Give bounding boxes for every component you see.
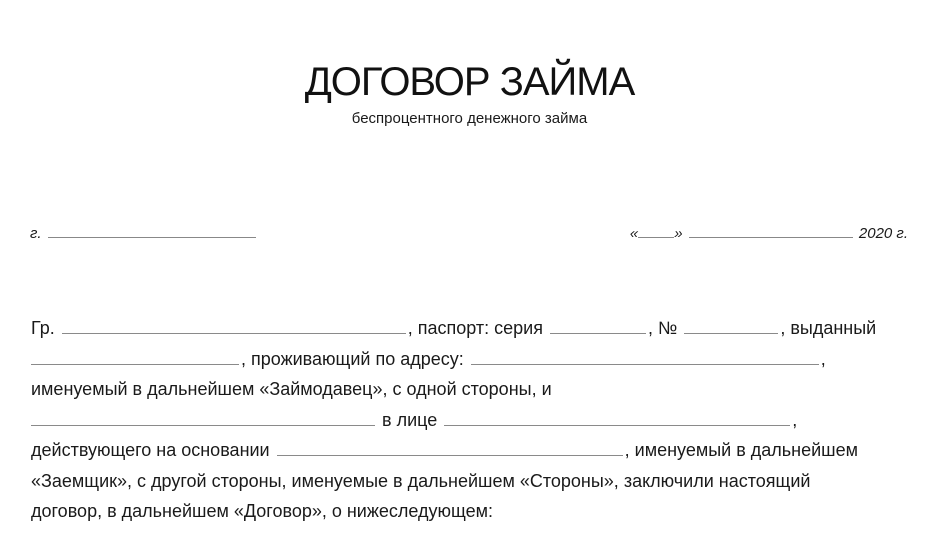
- comma-after-address: ,: [820, 348, 826, 369]
- address-field[interactable]: [471, 349, 819, 365]
- lender-clause: именуемый в дальнейшем «Займодавец», с одной стороны, и: [31, 379, 552, 399]
- issued-by-field[interactable]: [31, 349, 239, 365]
- contract-preamble: [31, 313, 911, 527]
- preamble-line-2: [31, 344, 911, 375]
- acting-label: действующего на основании: [31, 440, 270, 460]
- lender-name-field[interactable]: [62, 318, 406, 334]
- year-text: 2020 г.: [858, 225, 908, 242]
- borrower-name-field[interactable]: [31, 410, 375, 426]
- contract-clause: договор, в дальнейшем «Договор», о нижеследующем:: [31, 501, 494, 521]
- basis-field[interactable]: [277, 440, 623, 456]
- residing-label: , проживающий по адресу:: [241, 348, 464, 369]
- document-subtitle: беспроцентного денежного займа: [351, 110, 588, 127]
- passport-number-field[interactable]: [684, 318, 778, 334]
- comma-after-representative: ,: [792, 409, 798, 430]
- city-field[interactable]: [48, 225, 256, 238]
- in-person-label: в лице: [382, 409, 438, 430]
- preamble-line-6: [31, 466, 911, 497]
- issued-label: , выданный: [780, 318, 877, 338]
- passport-series-field[interactable]: [550, 318, 646, 334]
- representative-field[interactable]: [444, 410, 790, 426]
- date-open-quote: «: [629, 225, 639, 242]
- number-label: , №: [647, 318, 678, 338]
- preamble-line-3: [31, 374, 911, 405]
- preamble-line-4: [31, 405, 911, 436]
- passport-label: , паспорт: серия: [407, 318, 543, 338]
- gr-label: Гр.: [31, 318, 55, 338]
- named-label: , именуемый в дальнейшем: [624, 440, 858, 460]
- preamble-line-5: [31, 435, 911, 466]
- city-line: [30, 225, 258, 243]
- date-line: [630, 225, 908, 243]
- preamble-line-7: [31, 496, 911, 527]
- month-field[interactable]: [689, 225, 853, 238]
- borrower-clause: «Заемщик», с другой стороны, именуемые в дальнейшем «Стороны», заключили настоящий: [31, 470, 811, 491]
- day-field[interactable]: [638, 225, 674, 238]
- city-prefix: г.: [30, 225, 42, 242]
- date-close-quote: »: [674, 225, 683, 242]
- preamble-line-1: [31, 313, 911, 344]
- document-title: ДОГОВОР ЗАЙМА: [304, 60, 635, 104]
